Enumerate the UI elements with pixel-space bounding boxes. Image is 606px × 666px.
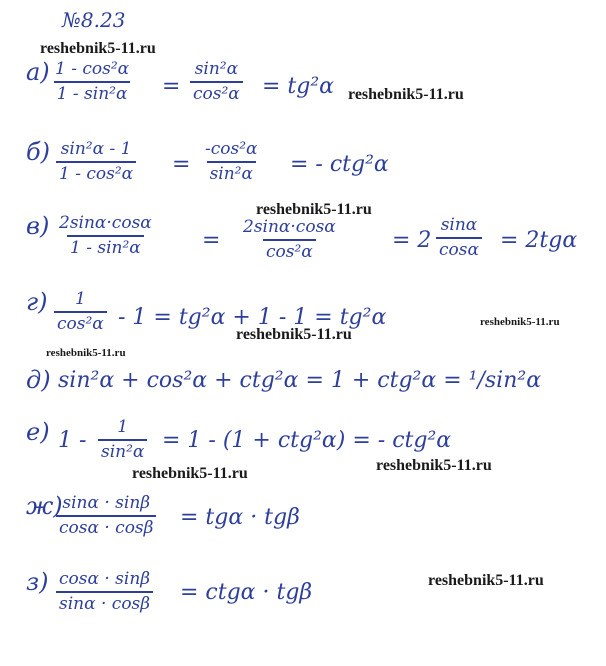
denominator: cosα [436, 237, 482, 260]
watermark: reshebnik5-11.ru [40, 40, 156, 57]
fraction [202, 140, 261, 183]
row-label: г) [26, 288, 48, 316]
fraction [52, 60, 132, 103]
numerator: 1 [74, 289, 86, 309]
row-label: з) [26, 568, 49, 596]
watermark: reshebnik5-11.ru [256, 201, 372, 218]
denominator: cos²α [190, 81, 243, 104]
denominator: sin²α [98, 439, 147, 462]
result-expression: = 2tgα [500, 228, 578, 253]
denominator: 1 - cos²α [56, 161, 136, 184]
watermark: reshebnik5-11.ru [428, 572, 544, 589]
watermark: reshebnik5-11.ru [348, 86, 464, 103]
row-label: е) [26, 418, 50, 446]
numerator: sinα · sinβ [62, 493, 151, 513]
result-expression: = tgα · tgβ [180, 505, 300, 530]
numerator: -cos²α [205, 139, 258, 159]
equals-coefficient: = 2 [392, 228, 432, 253]
fraction [54, 290, 107, 333]
row-label: д) [26, 366, 51, 394]
numerator: sinα [440, 215, 478, 235]
fraction [56, 140, 136, 183]
row-label: б) [26, 138, 51, 166]
result-expression: - 1 = tg²α + 1 - 1 = tg²α [118, 305, 387, 330]
numerator: 1 [117, 417, 129, 437]
watermark: reshebnik5-11.ru [480, 316, 560, 328]
result-expression: = ctgα · tgβ [180, 580, 313, 605]
watermark: reshebnik5-11.ru [376, 457, 492, 474]
identity-expression: sin²α + cos²α + ctg²α = 1 + ctg²α = ¹/sin²α [58, 368, 542, 393]
watermark: reshebnik5-11.ru [132, 465, 248, 482]
denominator: 1 - sin²α [67, 235, 144, 258]
fraction [436, 216, 482, 259]
numerator: sin²α - 1 [60, 139, 132, 159]
denominator: cos²α [54, 311, 107, 334]
denominator: sinα · cosβ [56, 591, 153, 614]
watermark: reshebnik5-11.ru [46, 347, 126, 359]
fraction [56, 570, 153, 613]
numerator: 1 - cos²α [55, 59, 130, 79]
denominator: cosα · cosβ [56, 515, 156, 538]
numerator: 2sinα·cosα [243, 217, 336, 237]
denominator: 1 - sin²α [54, 81, 131, 104]
result-expression: = 1 - (1 + ctg²α) = - ctg²α [162, 428, 452, 453]
numerator: 2sinα·cosα [59, 213, 152, 233]
equals-sign: = [162, 74, 181, 99]
fraction [56, 494, 156, 537]
result-expression: = - ctg²α [290, 152, 389, 177]
row-label: ж) [26, 492, 63, 520]
watermark: reshebnik5-11.ru [236, 326, 352, 343]
left-term: 1 - [58, 428, 87, 453]
fraction [98, 418, 147, 461]
fraction [56, 214, 155, 257]
fraction [190, 60, 243, 103]
equals-sign: = [172, 152, 191, 177]
fraction [240, 218, 339, 261]
problem-number: №8.23 [62, 8, 126, 32]
numerator: cosα · sinβ [59, 569, 151, 589]
equals-sign: = [202, 228, 221, 253]
row-label: в) [26, 212, 50, 240]
denominator: cos²α [263, 239, 316, 262]
row-label: а) [26, 58, 50, 86]
denominator: sin²α [207, 161, 256, 184]
numerator: sin²α [194, 59, 239, 79]
result-expression: = tg²α [262, 74, 335, 99]
